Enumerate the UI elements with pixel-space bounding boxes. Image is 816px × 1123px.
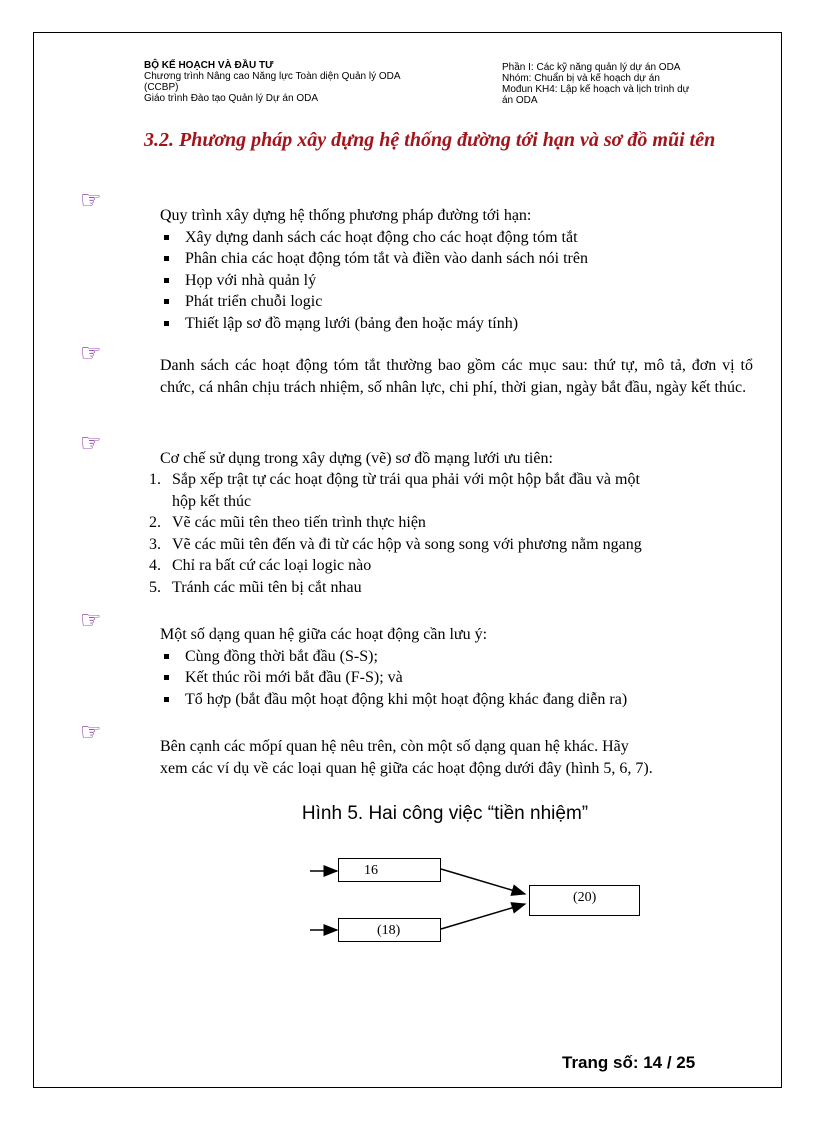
- header-org: BỘ KẾ HOẠCH VÀ ĐẦU TƯ: [144, 60, 274, 71]
- item-text: Vẽ các mũi tên theo tiến trình thực hiện: [172, 514, 426, 531]
- list-item: Xây dựng danh sách các hoạt động cho các hoạt động tóm tắt: [160, 227, 760, 249]
- list-item: Kết thúc rồi mới bắt đầu (F-S); và: [160, 667, 760, 689]
- procedure-intro: Quy trình xây dựng hệ thống phương pháp đường tới hạn:: [160, 207, 532, 224]
- header-part: Phần I: Các kỹ năng quản lý dự án ODA: [502, 62, 681, 73]
- activity-box-b-label: (18): [377, 923, 401, 938]
- header-program: Chương trình Nâng cao Năng lực Toàn diện Quản lý ODA: [144, 71, 401, 82]
- item-text: Chỉ ra bất cứ các loại logic nào: [172, 557, 372, 574]
- activity-box-c: [529, 885, 640, 916]
- list-item: Phát triển chuỗi logic: [160, 291, 760, 313]
- header-group: Nhóm: Chuẩn bị và kế hoạch dự án: [502, 73, 660, 84]
- header-course: Giáo trình Đào tạo Quản lý Dự án ODA: [144, 93, 318, 104]
- mechanism-intro: Cơ chế sử dụng trong xây dựng (vẽ) sơ đồ mạng lưới ưu tiên:: [160, 450, 553, 467]
- summary-text: Danh sách các hoạt động tóm tắt thường bao gồm các mục sau: thứ tự, mô tả, đơn vị tổ chức, cá nhân chịu trách nhiệm, số nhân lực, chi phí, thời gian, ngày bắt đầu, ngày kết thúc.: [160, 357, 753, 396]
- list-item: Phân chia các hoạt động tóm tắt và điền vào danh sách nói trên: [160, 248, 760, 270]
- activity-box-c-label: (20): [573, 890, 597, 905]
- pointing-hand-icon: ☞: [80, 606, 102, 634]
- item-number: 1.: [149, 471, 161, 488]
- relations-intro: Một số dạng quan hệ giữa các hoạt động cần lưu ý:: [160, 626, 488, 643]
- item-number: 3.: [149, 535, 161, 553]
- item-number: 4.: [149, 557, 161, 574]
- item-text: Vẽ các mũi tên đến và đi từ các hộp và song song với phương nằm ngang: [172, 535, 642, 553]
- activity-box-b: [338, 918, 441, 942]
- activity-box-a-label: 16: [364, 863, 378, 878]
- other-relations-line1: Bên cạnh các mốpí quan hệ nêu trên, còn một số dạng quan hệ khác. Hãy: [160, 738, 629, 755]
- item-text: Sắp xếp trật tự các hoạt động từ trái qua phải với một hộp bắt đầu và một: [172, 471, 640, 488]
- list-item: Tổ hợp (bắt đầu một hoạt động khi một hoạt động khác đang diễn ra): [160, 689, 760, 711]
- pointing-hand-icon: ☞: [80, 186, 102, 214]
- page-number: Trang số: 14 / 25: [562, 1053, 696, 1072]
- list-item: Cùng đồng thời bắt đầu (S-S);: [160, 646, 760, 668]
- arrow-a-to-c: [441, 869, 525, 894]
- list-item: Thiết lập sơ đồ mạng lưới (bảng đen hoặc máy tính): [160, 313, 760, 335]
- item-number: 5.: [149, 578, 161, 596]
- pointing-hand-icon: ☞: [80, 339, 102, 367]
- figure-caption: Hình 5. Hai công việc “tiền nhiệm”: [301, 803, 589, 824]
- activity-box-a: [338, 858, 441, 882]
- pointing-hand-icon: ☞: [80, 429, 102, 457]
- item-text: hộp kết thúc: [172, 492, 252, 510]
- pointing-hand-icon: ☞: [80, 718, 102, 746]
- list-item: Họp với nhà quản lý: [160, 270, 760, 292]
- header-module-line2: án ODA: [502, 95, 538, 106]
- arrow-b-to-c: [441, 904, 525, 929]
- item-number: 2.: [149, 514, 161, 531]
- other-relations-line2: xem các ví dụ về các loại quan hệ giữa các hoạt động dưới đây (hình 5, 6, 7).: [160, 759, 653, 777]
- header-program-abbr: (CCBP): [144, 82, 179, 93]
- header-module-line1: Mođun KH4: Lập kế hoạch và lịch trình dự: [502, 84, 690, 95]
- item-text: Tránh các mũi tên bị cắt nhau: [172, 578, 362, 596]
- section-heading: 3.2. Phương pháp xây dựng hệ thống đường tới hạn và sơ đồ mũi tên: [144, 129, 716, 151]
